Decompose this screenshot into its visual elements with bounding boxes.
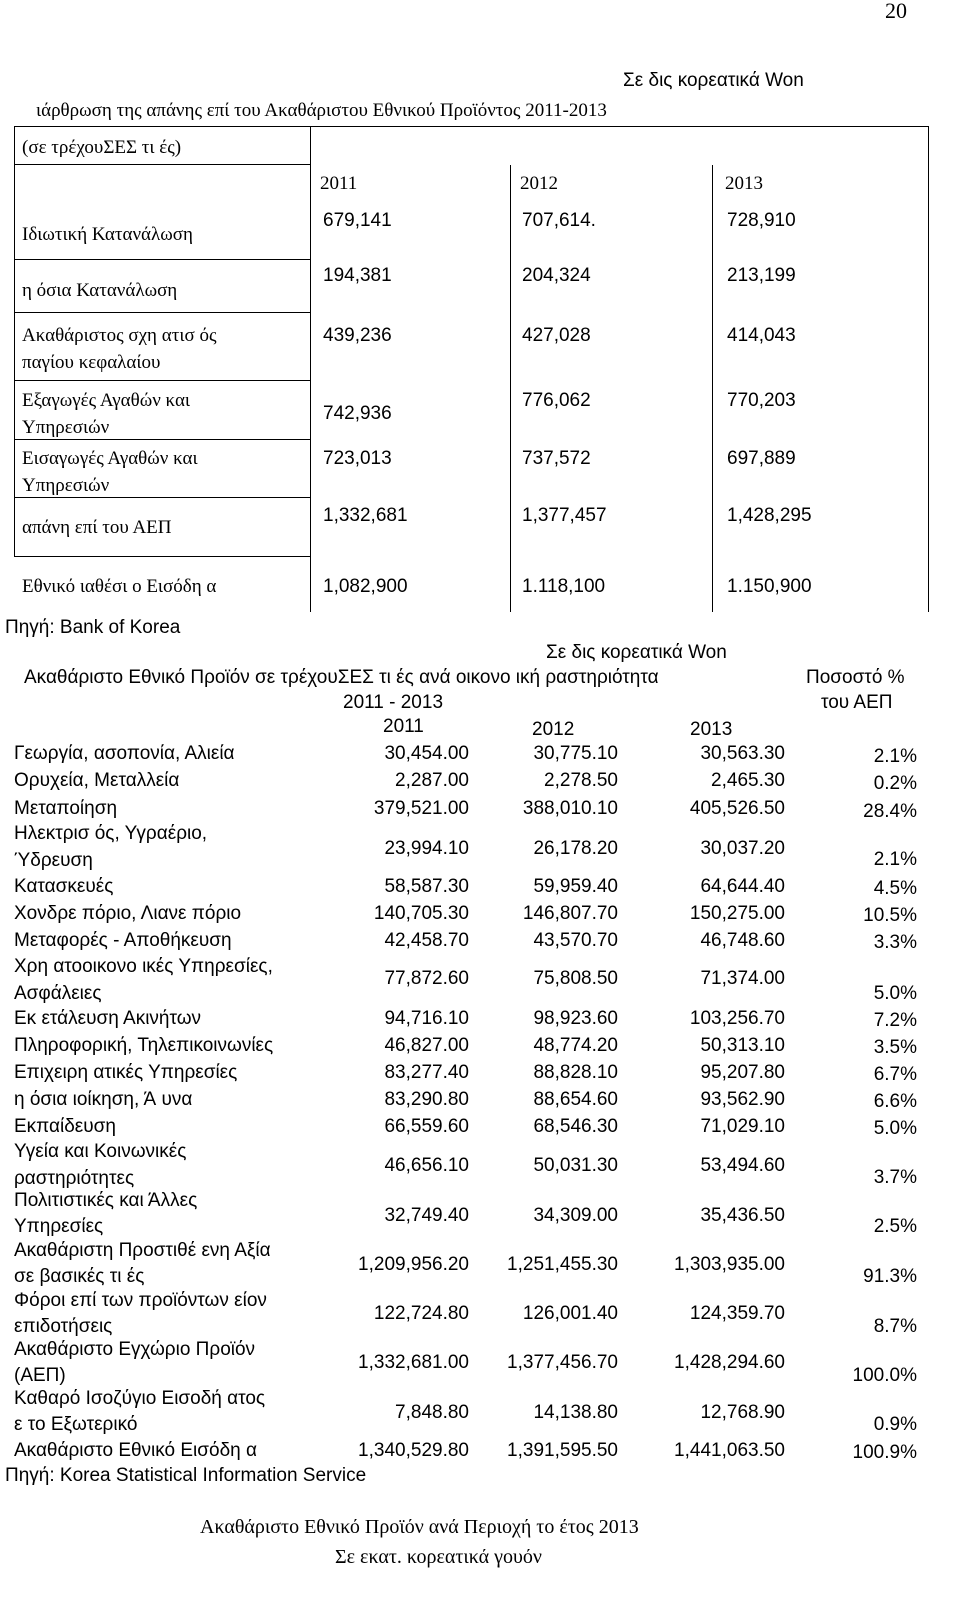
cell-value: 66,559.60 (384, 1116, 469, 1137)
table-rule (14, 312, 310, 313)
row-label: η όσια ιοίκηση, Ά υνα (14, 1089, 193, 1110)
pct-header: του ΑΕΠ (821, 692, 893, 713)
cell-value: 707,614. (522, 210, 596, 231)
cell-value: 126,001.40 (522, 1303, 618, 1324)
cell-value: 388,010.10 (522, 798, 618, 819)
row-label: Ακαθάριστη Προστιθέ ενη Αξία (14, 1240, 271, 1261)
pct-value: 7.2% (873, 1010, 917, 1031)
source-note: Πηγή: Bank of Korea (5, 617, 181, 638)
pct-value: 3.3% (873, 932, 917, 953)
year-header: 2012 (532, 719, 575, 740)
row-label: απάνη επί του ΑΕΠ (22, 517, 172, 538)
cell-value: 93,562.90 (700, 1089, 785, 1110)
pct-value: 2.1% (873, 849, 917, 870)
table-period: 2011 - 2013 (343, 692, 444, 713)
table-rule (14, 497, 310, 498)
cell-value: 34,309.00 (533, 1205, 618, 1226)
cell-value: 26,178.20 (533, 838, 618, 859)
row-label: Χονδρε πόριο, Λιανε πόριο (14, 903, 242, 924)
cell-value: 1,082,900 (323, 576, 408, 597)
row-label: Ηλεκτρισ ός, Υγραέριο, (14, 823, 208, 844)
year-header: 2011 (320, 173, 358, 194)
cell-value: 414,043 (727, 325, 796, 346)
cell-value: 14,138.80 (533, 1402, 618, 1423)
page-number: 20 (885, 0, 907, 23)
table-rule (928, 126, 929, 612)
row-label: Καθαρό Ισοζύγιο Εισοδή ατος (14, 1388, 266, 1409)
cell-value: 776,062 (522, 390, 591, 411)
cell-value: 2,465.30 (711, 770, 785, 791)
cell-value: 439,236 (323, 325, 392, 346)
cell-value: 42,458.70 (384, 930, 469, 951)
cell-value: 59,959.40 (533, 876, 618, 897)
row-label: Χρη ατοοικονο ικές Υπηρεσίες, (14, 956, 273, 977)
cell-value: 679,141 (323, 210, 392, 231)
cell-value: 1,332,681.00 (358, 1352, 469, 1373)
row-label: Εκ ετάλευση Ακινήτων (14, 1008, 202, 1029)
row-label: Εισαγωγές Αγαθών και (22, 448, 198, 469)
table-rule (510, 165, 511, 612)
table-rule (14, 439, 310, 440)
row-label: Υπηρεσιών (22, 417, 110, 438)
cell-value: 697,889 (727, 448, 796, 469)
row-label: Υπηρεσιών (22, 475, 110, 496)
cell-value: 50,313.10 (700, 1035, 785, 1056)
row-label: Εκπαίδευση (14, 1116, 116, 1137)
row-label: Μεταποίηση (14, 798, 118, 819)
cell-value: 1.150,900 (727, 576, 812, 597)
pct-value: 4.5% (873, 878, 917, 899)
pct-value: 0.9% (873, 1414, 917, 1435)
pct-header: Ποσοστό % (806, 667, 905, 688)
year-header: 2013 (690, 719, 733, 740)
cell-value: 1,251,455.30 (507, 1254, 618, 1275)
cell-value: 30,775.10 (533, 743, 618, 764)
row-label: Ακαθάριστος σχη ατισ ός (22, 325, 217, 346)
row-label: επιδοτήσεις (14, 1316, 113, 1337)
cell-value: 2,287.00 (395, 770, 469, 791)
cell-value: 103,256.70 (689, 1008, 785, 1029)
cell-value: 50,031.30 (533, 1155, 618, 1176)
pct-value: 28.4% (863, 801, 917, 822)
row-label: Ακαθάριστο Εγχώριο Προϊόν (14, 1339, 256, 1360)
cell-value: 2,278.50 (544, 770, 618, 791)
cell-value: 12,768.90 (700, 1402, 785, 1423)
cell-value: 71,374.00 (700, 968, 785, 989)
pct-value: 3.7% (873, 1167, 917, 1188)
cell-value: 83,277.40 (384, 1062, 469, 1083)
cell-value: 30,037.20 (700, 838, 785, 859)
footer-subtitle: Σε εκατ. κορεατικά γουόν (335, 1546, 542, 1568)
cell-value: 1,209,956.20 (358, 1254, 469, 1275)
cell-value: 146,807.70 (522, 903, 618, 924)
cell-value: 94,716.10 (384, 1008, 469, 1029)
cell-value: 46,748.60 (700, 930, 785, 951)
row-label: Υπηρεσίες (14, 1216, 104, 1237)
cell-value: 35,436.50 (700, 1205, 785, 1226)
cell-value: 427,028 (522, 325, 591, 346)
cell-value: 98,923.60 (533, 1008, 618, 1029)
cell-value: 46,656.10 (384, 1155, 469, 1176)
cell-value: 140,705.30 (373, 903, 469, 924)
year-header: 2011 (383, 716, 424, 737)
pct-value: 0.2% (873, 773, 917, 794)
table-rule (310, 126, 311, 612)
row-label: Υγεία και Κοινωνικές (14, 1141, 187, 1162)
pct-value: 8.7% (873, 1316, 917, 1337)
cell-value: 770,203 (727, 390, 796, 411)
cell-value: 728,910 (727, 210, 796, 231)
currency-note: Σε δις κορεατικά Won (546, 642, 727, 663)
table-rule (14, 556, 310, 557)
table-rule (14, 380, 310, 381)
cell-value: 194,381 (323, 265, 392, 286)
cell-value: 213,199 (727, 265, 796, 286)
pct-value: 5.0% (873, 983, 917, 1004)
pct-value: 6.6% (873, 1091, 917, 1112)
table-rule (14, 164, 310, 165)
row-label: Κατασκευές (14, 876, 114, 897)
cell-value: 1,377,457 (522, 505, 607, 526)
cell-value: 124,359.70 (689, 1303, 785, 1324)
cell-value: 88,654.60 (533, 1089, 618, 1110)
pct-value: 100.9% (852, 1442, 917, 1463)
pct-value: 10.5% (863, 905, 917, 926)
pct-value: 3.5% (873, 1037, 917, 1058)
source-note: Πηγή: Korea Statistical Information Service (5, 1465, 367, 1486)
footer-title: Ακαθάριστο Εθνικό Προϊόν ανά Περιοχή το έτος 2013 (200, 1516, 639, 1538)
cell-value: 1,340,529.80 (358, 1440, 469, 1461)
cell-value: 1,428,295 (727, 505, 812, 526)
table-rule (14, 126, 928, 127)
row-label: (ΑΕΠ) (14, 1365, 66, 1386)
row-label: ε το Εξωτερικό (14, 1414, 138, 1435)
cell-value: 58,587.30 (384, 876, 469, 897)
pct-value: 2.1% (873, 746, 917, 767)
cell-value: 150,275.00 (689, 903, 785, 924)
cell-value: 68,546.30 (533, 1116, 618, 1137)
row-label: Μεταφορές - Αποθήκευση (14, 930, 232, 951)
cell-value: 32,749.40 (384, 1205, 469, 1226)
cell-value: 405,526.50 (689, 798, 785, 819)
row-label: ραστηριότητες (14, 1168, 135, 1189)
cell-value: 64,644.40 (700, 876, 785, 897)
row-label: η όσια Κατανάλωση (22, 280, 178, 301)
cell-value: 1.118,100 (522, 576, 606, 597)
row-label: Επιχειρη ατικές Υπηρεσίες (14, 1062, 238, 1083)
cell-value: 30,454.00 (384, 743, 469, 764)
table-subtitle: (σε τρέχουΣΕΣ τι ές) (22, 137, 182, 158)
pct-value: 91.3% (863, 1266, 917, 1287)
cell-value: 7,848.80 (395, 1402, 469, 1423)
row-label: Ιδιωτική Κατανάλωση (22, 224, 193, 245)
pct-value: 5.0% (873, 1118, 917, 1139)
cell-value: 30,563.30 (700, 743, 785, 764)
cell-value: 122,724.80 (373, 1303, 469, 1324)
cell-value: 48,774.20 (533, 1035, 618, 1056)
row-label: παγίου κεφαλαίου (22, 352, 161, 373)
row-label: Ακαθάριστο Εθνικό Εισόδη α (14, 1440, 257, 1461)
year-header: 2012 (520, 173, 558, 194)
cell-value: 75,808.50 (533, 968, 618, 989)
table-rule (14, 126, 15, 556)
cell-value: 88,828.10 (533, 1062, 618, 1083)
row-label: Γεωργία, ασοπονία, Αλιεία (14, 743, 235, 764)
cell-value: 1,391,595.50 (507, 1440, 618, 1461)
row-label: σε βασικές τι ές (14, 1266, 145, 1287)
row-label: Ασφάλειες (14, 983, 102, 1004)
row-label: Φόροι επί των προϊόντων είον (14, 1290, 267, 1311)
table-title: ιάρθρωση της απάνης επί του Ακαθάριστου Εθνικού Προϊόντος 2011-2013 (36, 100, 607, 121)
cell-value: 1,441,063.50 (674, 1440, 785, 1461)
cell-value: 77,872.60 (384, 968, 469, 989)
row-label: Πολιτιστικές και Άλλες (14, 1190, 198, 1211)
pct-value: 100.0% (852, 1365, 917, 1386)
cell-value: 53,494.60 (700, 1155, 785, 1176)
row-label: Εθνικό ιαθέσι ο Εισόδη α (22, 576, 217, 597)
table-rule (14, 259, 310, 260)
pct-value: 6.7% (873, 1064, 917, 1085)
cell-value: 1,428,294.60 (674, 1352, 785, 1373)
pct-value: 2.5% (873, 1216, 917, 1237)
cell-value: 742,936 (323, 403, 392, 424)
cell-value: 379,521.00 (373, 798, 469, 819)
cell-value: 83,290.80 (384, 1089, 469, 1110)
year-header: 2013 (725, 173, 763, 194)
cell-value: 1,303,935.00 (674, 1254, 785, 1275)
cell-value: 46,827.00 (384, 1035, 469, 1056)
row-label: Ορυχεία, Μεταλλεία (14, 770, 180, 791)
cell-value: 23,994.10 (384, 838, 469, 859)
cell-value: 71,029.10 (700, 1116, 785, 1137)
cell-value: 95,207.80 (700, 1062, 785, 1083)
cell-value: 737,572 (522, 448, 591, 469)
table-rule (712, 165, 713, 612)
row-label: Πληροφορική, Τηλεπικοινωνίες (14, 1035, 274, 1056)
cell-value: 204,324 (522, 265, 591, 286)
row-label: Ύδρευση (14, 850, 93, 871)
cell-value: 1,377,456.70 (507, 1352, 618, 1373)
currency-note: Σε δις κορεατικά Won (623, 70, 804, 91)
table-title: Ακαθάριστο Εθνικό Προϊόν σε τρέχουΣΕΣ τι ές ανά οικονο ική ραστηριότητα (24, 667, 659, 688)
cell-value: 723,013 (323, 448, 392, 469)
cell-value: 43,570.70 (533, 930, 618, 951)
cell-value: 1,332,681 (323, 505, 408, 526)
row-label: Εξαγωγές Αγαθών και (22, 390, 191, 411)
